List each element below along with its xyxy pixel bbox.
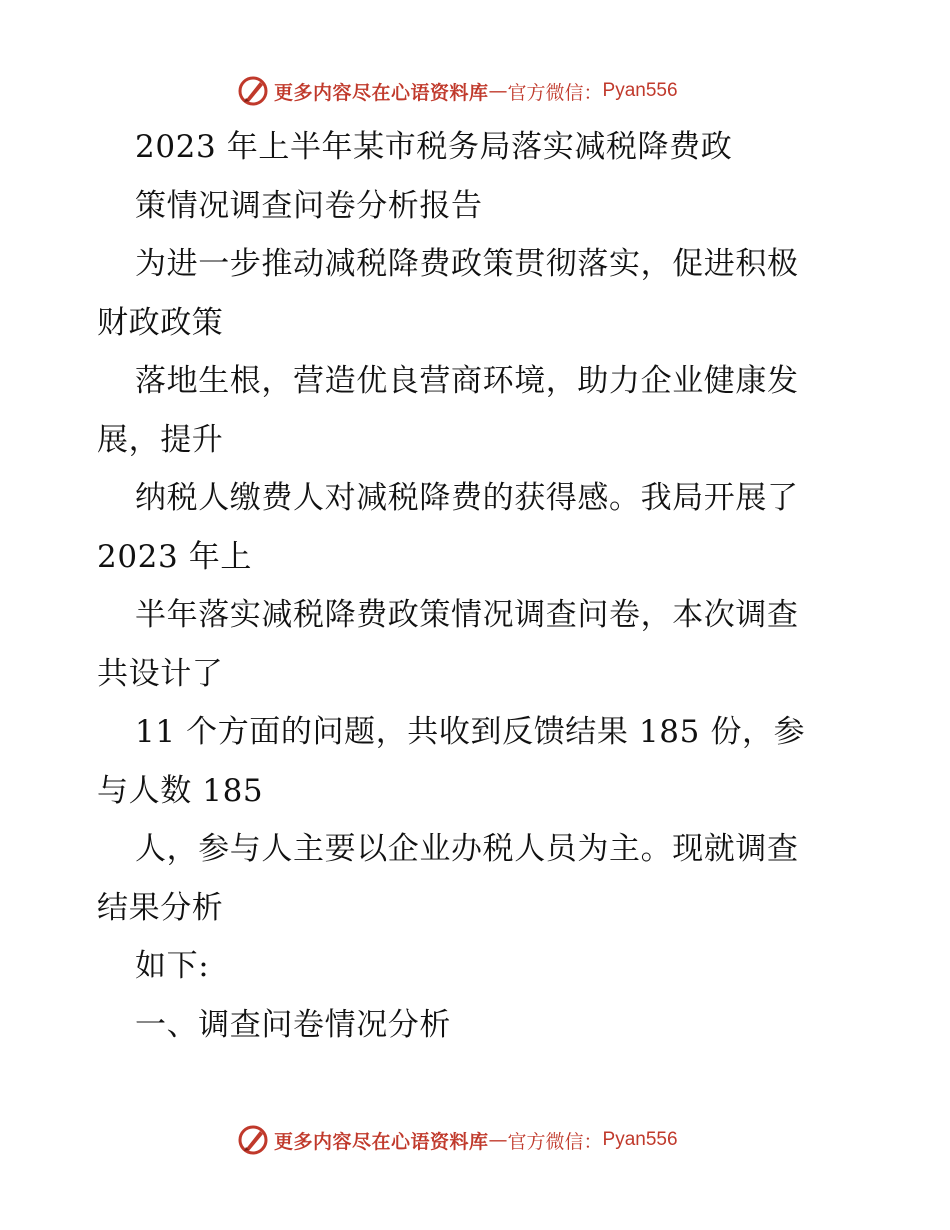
section-heading: 一、调查问卷情况分析 xyxy=(135,1006,451,1043)
paragraph-line: 展，提升 xyxy=(97,421,224,458)
watermark-separator: — xyxy=(488,80,508,102)
quill-pen-logo-icon xyxy=(236,1123,270,1157)
paragraph-line: 如下: xyxy=(135,948,210,984)
paragraph-line: 财政政策 xyxy=(97,304,224,341)
document-title-line-2: 策情况调查问卷分析报告 xyxy=(135,187,483,224)
paragraph-line: 人，参与人主要以企业办税人员为主。现就调查 xyxy=(135,831,799,867)
watermark-wechat-label: 官方微信： xyxy=(507,81,603,104)
watermark-wechat-id: Pyan556 xyxy=(602,80,678,101)
header-watermark xyxy=(236,73,678,109)
watermark-wechat-label: 官方微信： xyxy=(507,1130,603,1153)
quill-pen-logo-icon xyxy=(236,74,270,108)
paragraph-line: 落地生根，营造优良营商环境，助力企业健康发 xyxy=(135,363,799,399)
paragraph-line: 2023 年上 xyxy=(97,538,252,575)
paragraph-line: 结果分析 xyxy=(97,889,224,926)
paragraph-line: 与人数 185 xyxy=(97,772,264,809)
paragraph-line: 半年落实减税降费政策情况调查问卷，本次调查 xyxy=(135,597,799,633)
watermark-main-text: 更多内容尽在心语资料库 xyxy=(274,81,489,104)
watermark-wechat-id: Pyan556 xyxy=(602,1129,678,1150)
paragraph-line: 11 个方面的问题，共收到反馈结果 185 份，参 xyxy=(135,714,806,750)
document-body xyxy=(97,118,857,1054)
watermark-main-text: 更多内容尽在心语资料库 xyxy=(274,1130,489,1153)
footer-watermark xyxy=(236,1122,678,1158)
paragraph-line: 共设计了 xyxy=(97,655,224,692)
paragraph-line: 为进一步推动减税降费政策贯彻落实，促进积极 xyxy=(135,246,799,282)
paragraph-line: 纳税人缴费人对减税降费的获得感。我局开展了 xyxy=(135,480,799,516)
watermark-separator: — xyxy=(488,1129,508,1151)
document-title-line-1: 2023 年上半年某市税务局落实减税降费政 xyxy=(135,129,733,165)
